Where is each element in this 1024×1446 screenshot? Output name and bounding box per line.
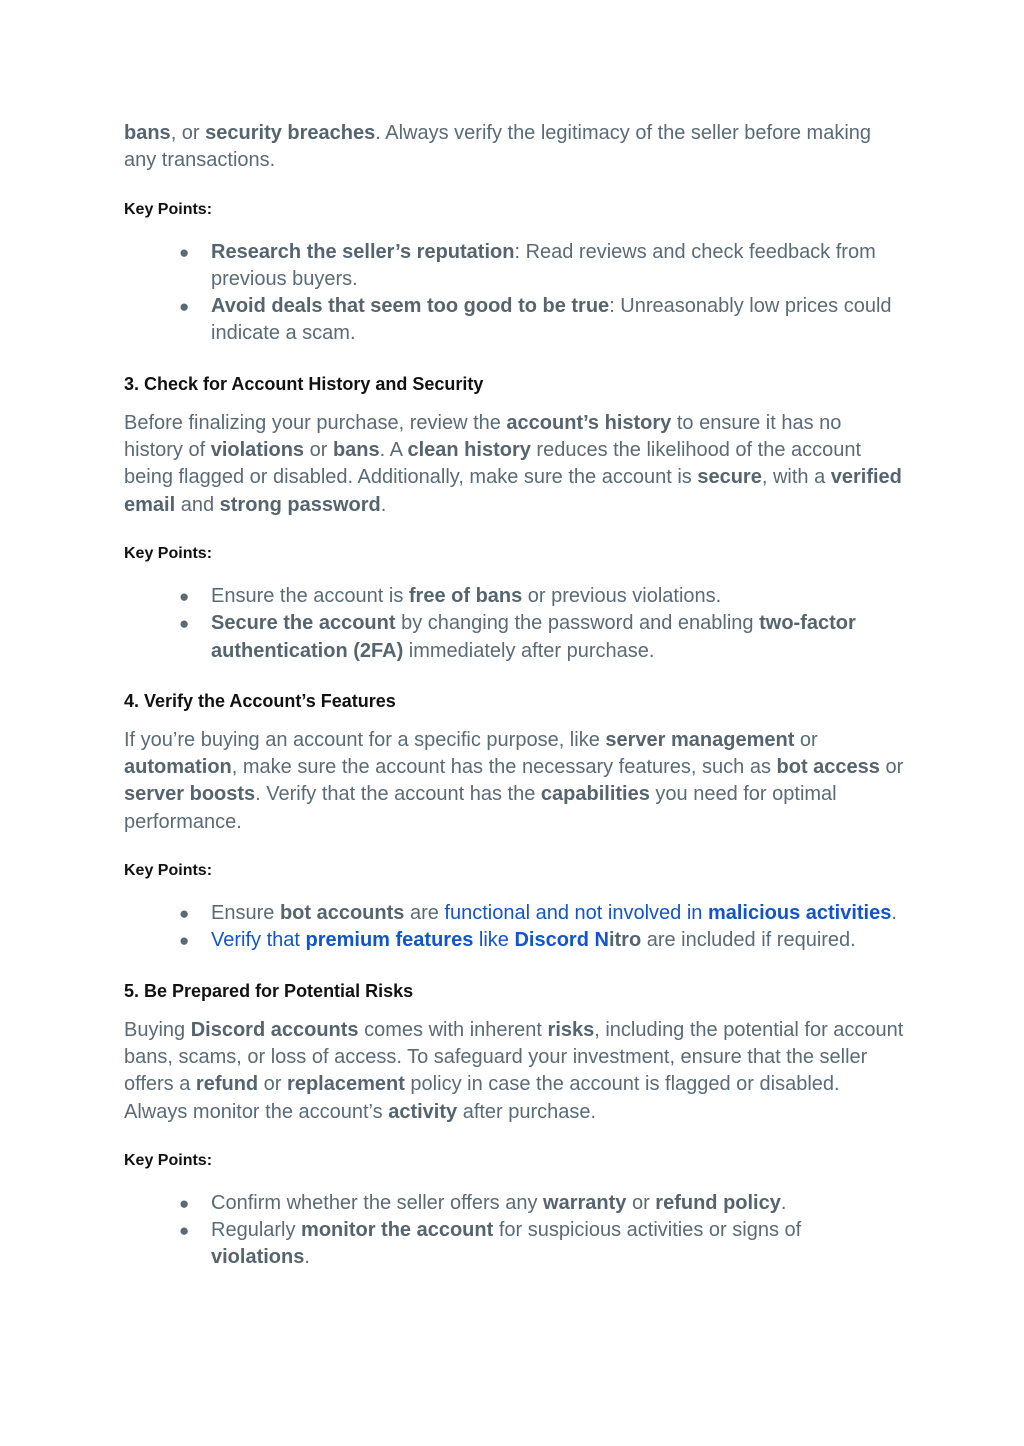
bold-text: capabilities (540, 783, 650, 806)
section-paragraph (124, 1017, 904, 1126)
text: , or (170, 122, 206, 144)
text: comes with inherent (358, 1018, 548, 1041)
bold-text: server boosts (124, 783, 256, 806)
document-page (124, 120, 904, 1272)
link-text[interactable]: like (473, 929, 515, 952)
bold-text: bans (332, 439, 380, 462)
link-bold-text[interactable]: premium features (305, 929, 474, 952)
bold-text: bot access (776, 756, 880, 779)
key-points-list (124, 583, 904, 665)
text: If you’re buying an account for a specific purpose, like (124, 728, 606, 751)
text: . (380, 493, 387, 516)
bold-text: Discord accounts (190, 1018, 359, 1041)
bold-text: security breaches (205, 122, 376, 144)
bold-text: warranty (543, 1191, 627, 1214)
bullet-icon: ● (179, 1193, 190, 1213)
key-points-list (124, 239, 904, 348)
link-bold-text[interactable]: Discord N (514, 929, 609, 952)
bold-text: activity (388, 1100, 458, 1123)
link-text[interactable]: functional and not involved in (444, 902, 708, 925)
bold-text: risks (547, 1018, 595, 1041)
bold-text: Research the seller’s reputation (211, 240, 515, 263)
bold-text: itro (608, 929, 642, 952)
key-points-label: Key Points: (124, 1151, 213, 1169)
text: . Verify that the account has the (255, 783, 541, 806)
text: after purchase. (457, 1100, 597, 1123)
bold-text: refund (195, 1073, 259, 1096)
text: or (794, 728, 818, 751)
text: for suspicious activities or signs of (493, 1219, 802, 1242)
section-paragraph (124, 727, 904, 836)
bold-text: refund policy (655, 1191, 781, 1214)
text: Confirm whether the seller offers any (211, 1191, 544, 1214)
text: . (780, 1191, 787, 1214)
list-item (179, 293, 904, 348)
bullet-icon: ● (179, 242, 190, 262)
text: are (404, 902, 445, 925)
text: Buying (124, 1018, 191, 1041)
list-item (179, 1190, 904, 1217)
text: Ensure the account is (211, 584, 409, 607)
bullet-icon: ● (179, 904, 190, 924)
bold-text: secure (697, 466, 762, 489)
list-item (179, 927, 904, 954)
text: to ensure it has no history of (124, 411, 842, 462)
section-heading: 5. Be Prepared for Potential Risks (124, 980, 414, 1001)
text: : Read reviews and check feedback from previous buyers. (211, 240, 876, 290)
bullet-icon: ● (179, 297, 190, 317)
text: , with a (761, 466, 831, 489)
list-item (179, 1217, 904, 1272)
list-item (179, 900, 904, 927)
text: Before finalizing your purchase, review the (124, 411, 507, 434)
bold-text: Secure the account (211, 612, 396, 635)
bullet-icon: ● (179, 931, 190, 951)
text: or (304, 439, 333, 462)
text: and (175, 493, 220, 516)
text: . A (379, 439, 408, 462)
key-points-list (124, 900, 904, 955)
text: Regularly (211, 1219, 302, 1242)
text: . Always verify the legitimacy of the seller before making any transactions. (124, 122, 872, 172)
bold-text: automation (124, 756, 232, 779)
bold-text: violations (211, 1246, 305, 1269)
text: : Unreasonably low prices could indicate a scam. (211, 295, 892, 345)
text: , including the potential for account bans, scams, or loss of access. To safeguard your investment, ensure that the seller offers a (124, 1018, 904, 1096)
text: policy in case the account is flagged or disabled. Always monitor the account’s (124, 1073, 840, 1123)
text: or (626, 1191, 656, 1214)
key-points-label: Key Points: (124, 544, 213, 562)
bold-text: clean history (407, 439, 531, 462)
text: Ensure (211, 902, 280, 925)
bold-text: bot accounts (279, 902, 405, 925)
section-heading: 4. Verify the Account’s Features (124, 690, 396, 711)
key-points-list (124, 1190, 904, 1272)
bold-text: strong password (219, 493, 381, 516)
bullet-icon: ● (179, 1221, 190, 1241)
bold-text: replacement (287, 1073, 405, 1096)
text: . (304, 1246, 310, 1269)
text: immediately after purchase. (403, 639, 655, 662)
link-bold-text[interactable]: malicious activities (707, 902, 892, 925)
text: or (879, 756, 904, 779)
list-item (179, 583, 904, 610)
intro-paragraph (124, 120, 904, 175)
list-item (179, 610, 904, 665)
link-text[interactable]: Verify that (211, 929, 306, 952)
bold-text: verified email (124, 466, 902, 516)
text: . (891, 902, 897, 925)
section-paragraph (124, 410, 904, 519)
text: you need for optimal performance. (124, 783, 837, 833)
list-item (179, 239, 904, 294)
text: are included if required. (641, 929, 856, 952)
text: or (258, 1073, 288, 1096)
key-points-label: Key Points: (124, 200, 213, 218)
bold-text: violations (210, 439, 305, 462)
bold-text: free of bans (408, 584, 523, 607)
bold-text: Avoid deals that seem too good to be true (211, 295, 610, 318)
bold-text: two-factor authentication (2FA) (211, 612, 856, 662)
text: or previous violations. (522, 584, 722, 607)
section-heading: 3. Check for Account History and Security (124, 373, 484, 394)
bold-text: bans (124, 122, 171, 144)
bullet-icon: ● (179, 586, 190, 606)
bullet-icon: ● (179, 614, 190, 634)
bold-text: server management (605, 728, 795, 751)
bold-text: account’s history (506, 411, 672, 434)
key-points-label: Key Points: (124, 862, 213, 880)
text: reduces the likelihood of the account being flagged or disabled. Additionally, make sure the account is (124, 439, 862, 489)
text: by changing the password and enabling (395, 612, 760, 635)
bold-text: monitor the account (301, 1219, 494, 1242)
text: , make sure the account has the necessary features, such as (231, 756, 777, 779)
